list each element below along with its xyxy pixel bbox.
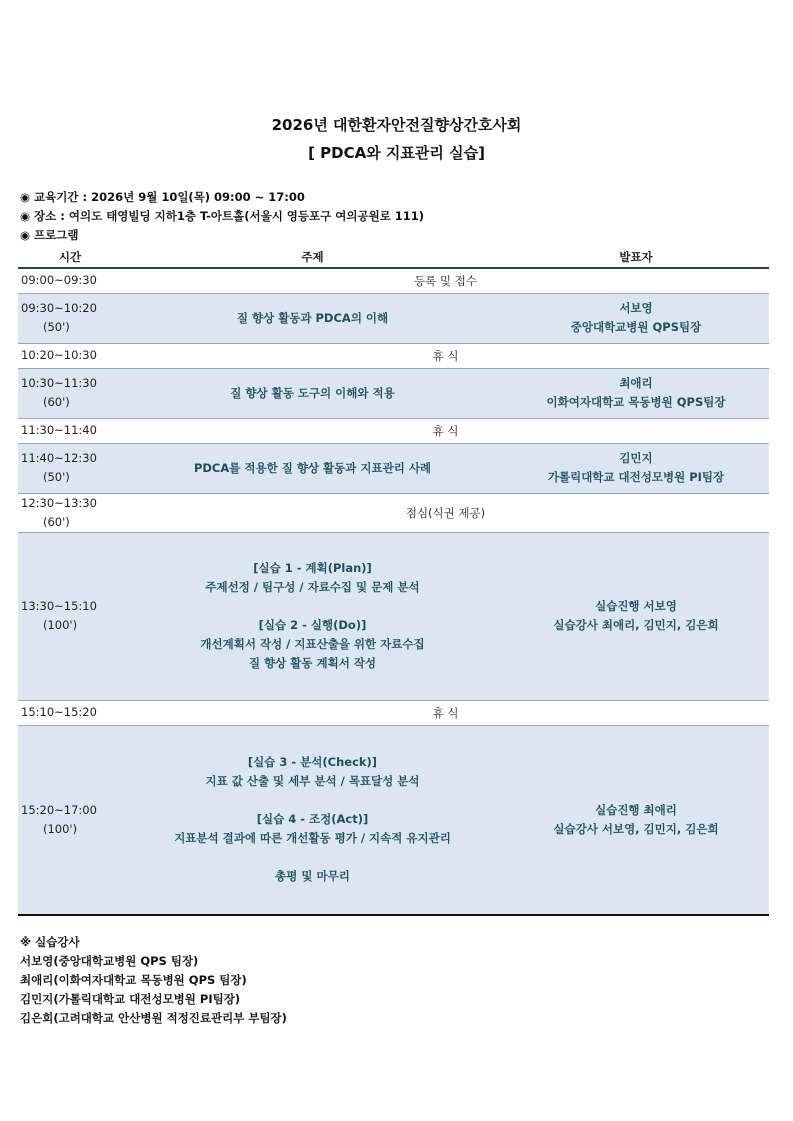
header-topic: 주제 (122, 246, 503, 268)
time-cell: 09:00~09:30 (18, 268, 122, 293)
topic-cell: 질 향상 활동 도구의 이해와 적용 (122, 368, 503, 418)
span-cell: 휴 식 (122, 418, 769, 443)
instructors-heading: ※ 실습강사 (20, 935, 80, 949)
span-cell: 휴 식 (122, 343, 769, 368)
time-cell: 15:20~17:00 (100') (18, 725, 122, 915)
time-cell: 11:40~12:30 (50') (18, 443, 122, 493)
topic-cell: [실습 3 - 분석(Check)] 지표 값 산출 및 세부 분석 / 목표달성 분석 [실습 4 - 조정(Act)] 지표분석 결과에 따른 개선활동 평가 / 지속적 유지관리 총평 및 마무리 (122, 725, 503, 915)
speaker-cell: 최애리 이화여자대학교 목동병원 QPS팀장 (503, 368, 769, 418)
span-cell: 점심(식권 제공) (122, 493, 769, 532)
time-cell: 10:30~11:30 (60') (18, 368, 122, 418)
education-period: ◉ 교육기간 : 2026년 9월 10일(목) 09:00 ~ 17:00 (20, 190, 305, 204)
page-title: 2026년 대한환자안전질향상간호사회 (271, 116, 522, 134)
table-row (18, 368, 769, 418)
program-table (18, 246, 769, 916)
header-speaker: 발표자 (503, 246, 769, 268)
time-cell: 12:30~13:30 (60') (18, 493, 122, 532)
instructor-item: 김민지(가톨릭대학교 대전성모병원 PI팀장) (20, 992, 241, 1006)
time-cell: 09:30~10:20 (50') (18, 293, 122, 343)
table-header-row (18, 246, 769, 268)
table-row (18, 725, 769, 915)
page-subtitle: [ PDCA와 지표관리 실습] (308, 144, 485, 162)
time-cell: 15:10~15:20 (18, 700, 122, 725)
speaker-cell: 서보영 중앙대학교병원 QPS팀장 (503, 293, 769, 343)
time-cell: 11:30~11:40 (18, 418, 122, 443)
instructor-item: 최애리(이화여자대학교 목동병원 QPS 팀장) (20, 973, 247, 987)
topic-cell: 질 향상 활동과 PDCA의 이해 (122, 293, 503, 343)
time-cell: 13:30~15:10 (100') (18, 532, 122, 700)
table-row (18, 268, 769, 293)
instructor-item: 서보영(중앙대학교병원 QPS 팀장) (20, 954, 199, 968)
venue: ◉ 장소 : 여의도 태영빌딩 지하1층 T-아트홀(서울시 영등포구 여의공원로 111) (20, 209, 425, 223)
table-row (18, 343, 769, 368)
topic-cell: [실습 1 - 계획(Plan)] 주제선정 / 팀구성 / 자료수집 및 문제 분석 [실습 2 - 실행(Do)] 개선계획서 작성 / 지표산출을 위한 자료수집 질 향상 활동 계획서 작성 (122, 532, 503, 700)
table-row (18, 532, 769, 700)
header-time: 시간 (18, 246, 122, 268)
speaker-cell: 실습진행 최애리 실습강사 서보영, 김민지, 김은희 (503, 725, 769, 915)
time-cell: 10:20~10:30 (18, 343, 122, 368)
table-row (18, 493, 769, 532)
topic-cell: PDCA를 적용한 질 향상 활동과 지표관리 사례 (122, 443, 503, 493)
program-heading: ◉ 프로그램 (20, 228, 79, 242)
table-row (18, 443, 769, 493)
span-cell: 등록 및 접수 (122, 268, 769, 293)
table-row (18, 293, 769, 343)
speaker-cell: 실습진행 서보영 실습강사 최애리, 김민지, 김은희 (503, 532, 769, 700)
span-cell: 휴 식 (122, 700, 769, 725)
instructor-item: 김은희(고려대학교 안산병원 적정진료관리부 부팀장) (20, 1011, 287, 1025)
table-row (18, 418, 769, 443)
speaker-cell: 김민지 가톨릭대학교 대전성모병원 PI팀장 (503, 443, 769, 493)
table-row (18, 700, 769, 725)
